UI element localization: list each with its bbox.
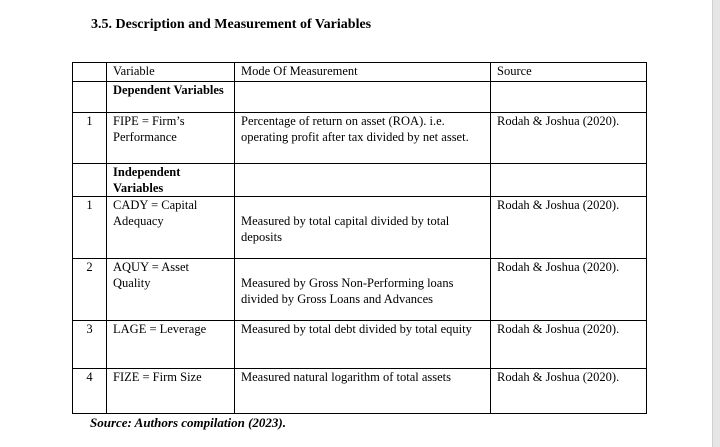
table-row — [73, 321, 647, 369]
independent-section-row — [73, 164, 647, 197]
table-row — [73, 259, 647, 321]
dependent-section-row — [73, 82, 647, 113]
row-variable: AQUY = Asset Quality — [107, 259, 235, 321]
source-note: Source: Authors compilation (2023). — [90, 415, 286, 430]
row-mode: Measured natural logarithm of total assets — [235, 369, 491, 414]
independent-label: Independent Variables — [107, 164, 235, 197]
header-source: Source — [491, 63, 647, 82]
row-num: 1 — [73, 113, 107, 164]
table-header-row — [73, 63, 647, 82]
row-num: 1 — [73, 197, 107, 259]
row-variable: FIZE = Firm Size — [107, 369, 235, 414]
row-num: 4 — [73, 369, 107, 414]
table-row — [73, 113, 647, 164]
table-row — [73, 197, 647, 259]
row-mode: Measured by Gross Non-Performing loans divided by Gross Loans and Advances — [241, 276, 454, 306]
row-mode: Measured by total capital divided by total deposits — [241, 214, 450, 244]
row-variable: LAGE = Leverage — [107, 321, 235, 369]
row-num: 2 — [73, 259, 107, 321]
row-mode: Measured by total debt divided by total equity — [235, 321, 491, 369]
row-source: Rodah & Joshua (2020). — [491, 369, 647, 414]
row-variable: FIPE = Firm’s Performance — [107, 113, 235, 164]
row-source: Rodah & Joshua (2020). — [491, 259, 647, 321]
header-mode: Mode Of Measurement — [235, 63, 491, 82]
section-heading: 3.5. Description and Measurement of Variables — [91, 17, 372, 32]
row-mode: Percentage of return on asset (ROA). i.e. operating profit after tax divided by net asset. — [235, 113, 491, 164]
row-num: 3 — [73, 321, 107, 369]
row-source: Rodah & Joshua (2020). — [491, 197, 647, 259]
header-variable: Variable — [107, 63, 235, 82]
variables-table — [72, 62, 647, 414]
row-source: Rodah & Joshua (2020). — [491, 113, 647, 164]
header-num — [73, 63, 107, 82]
row-source: Rodah & Joshua (2020). — [491, 321, 647, 369]
dependent-label: Dependent Variables — [107, 82, 235, 113]
page-edge — [712, 0, 720, 447]
row-variable: CADY = Capital Adequacy — [107, 197, 235, 259]
table-row — [73, 369, 647, 414]
